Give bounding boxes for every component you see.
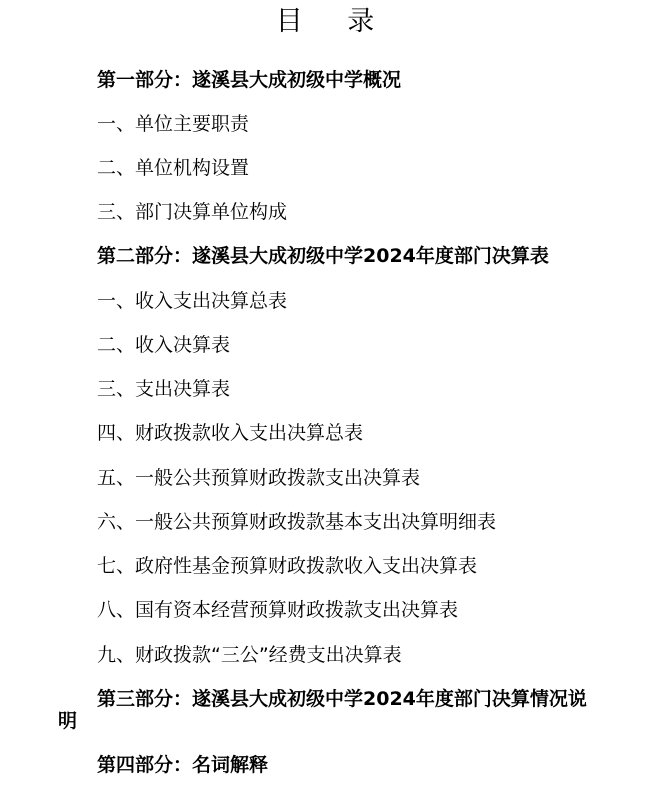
page-title: 目 录 — [275, 6, 393, 37]
toc-item-table-7: 七、政府性基金预算财政拨款收入支出决算表 — [97, 555, 478, 577]
toc-item-unit-composition: 三、部门决算单位构成 — [97, 201, 288, 223]
toc-item-table-6: 六、一般公共预算财政拨款基本支出决算明细表 — [97, 511, 497, 533]
toc-item-table-8: 八、国有资本经营预算财政拨款支出决算表 — [97, 599, 459, 621]
toc-item-table-4: 四、财政拨款收入支出决算总表 — [97, 422, 364, 444]
toc-item-table-2: 二、收入决算表 — [97, 334, 231, 356]
toc-item-unit-duties: 一、单位主要职责 — [97, 113, 250, 135]
toc-item-table-1: 一、收入支出决算总表 — [97, 290, 288, 312]
toc-part-3: 第三部分：遂溪县大成初级中学2024年度部门决算情况说明 — [58, 688, 587, 732]
toc-part-1: 第一部分：遂溪县大成初级中学概况 — [97, 69, 402, 91]
toc-item-table-9: 九、财政拨款“三公”经费支出决算表 — [97, 644, 402, 666]
toc-part-4: 第四部分：名词解释 — [97, 754, 269, 776]
toc-item-table-5: 五、一般公共预算财政拨款支出决算表 — [97, 467, 421, 489]
toc-item-table-3: 三、支出决算表 — [97, 378, 231, 400]
toc-part-2: 第二部分：遂溪县大成初级中学2024年度部门决算表 — [97, 245, 549, 267]
toc-item-unit-structure: 二、单位机构设置 — [97, 157, 250, 179]
